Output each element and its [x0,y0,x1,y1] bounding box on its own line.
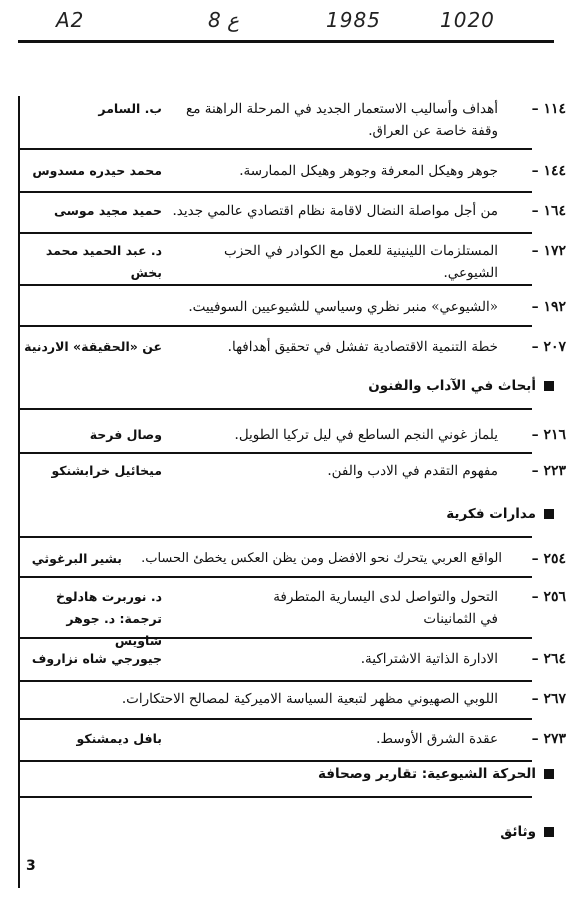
divider [18,796,532,798]
article-title: التحول والتواصل لدى اليسارية المتطرفة في الثمانينات [273,589,498,627]
section-heading: وثائق [18,824,554,840]
article-author: محمد حيدره مسدوس [32,163,162,178]
handwritten-issue: 8 ع [208,8,240,32]
page-ref: ١٦٤ – [531,203,566,219]
article-author: د. عبد الحميد محمد بخش [45,243,162,280]
article-author: بافل ديمشنكو [76,731,162,746]
article-title: الواقع العربي يتحرك نحو الافضل ومن يظن العكس يخطئ الحساب. [141,551,502,566]
page-ref: ١٧٢ – [531,243,566,259]
divider [18,536,532,538]
section-heading: مدارات فكرية [18,506,554,522]
article-author: حميد مجيد موسى [53,203,162,218]
page-ref: ١١٤ – [531,101,566,117]
bullet-square [544,509,554,519]
article-title: عقدة الشرق الأوسط. [376,731,498,747]
article-author: وصال فرحة [89,427,162,442]
header-rule [18,40,554,43]
article-title: من أجل مواصلة النضال لاقامة نظام اقتصادي عالمي جديد. [172,203,498,219]
handwritten-year: 1985 [326,8,381,32]
page-number: 3 [26,858,36,874]
divider [18,325,532,327]
page-ref: ٢٢٣ – [531,463,566,479]
section-heading: أبحاث في الآداب والفنون [18,378,554,394]
article-title: جوهر وهيكل المعرفة وجوهر وهيكل الممارسة. [239,163,498,179]
bullet-square [544,827,554,837]
divider [18,718,532,720]
handwritten-number: 1020 [440,8,495,32]
section-heading: الحركة الشيوعية: تقارير وصحافة [18,766,554,782]
bullet-square [544,381,554,391]
page-ref: ١٩٢ – [531,299,566,315]
article-author: ميخائيل خرابشنكو [51,463,162,478]
divider [18,680,532,682]
divider [18,452,532,454]
article-author: جيورجي شاه نزاروف [31,651,162,666]
divider [18,576,532,578]
article-title: «الشيوعي» منبر نظري وسياسي للشيوعيين السوفييت. [188,299,498,315]
divider [18,232,532,234]
divider [18,637,532,639]
article-title: المستلزمات اللينينية للعمل مع الكوادر في الحزب الشيوعي. [223,243,498,281]
page-ref: ٢٦٧ – [531,691,566,707]
handwritten-code: A2 [56,8,85,32]
article-title: اللوبي الصهيوني مظهر لتبعية السياسة الاميركية لمصالح الاحتكارات. [121,691,498,707]
page-ref: ٢٧٣ – [531,731,566,747]
article-author: ب. السامر [98,101,162,116]
divider [18,408,532,410]
article-title: خطة التنمية الاقتصادية تفشل في تحقيق أهدافها. [227,339,498,355]
page-ref: ٢٠٧ – [531,339,566,355]
article-author: بشير البرغوثي [31,551,122,566]
page-ref: ٢٥٤ – [531,551,566,567]
page-ref: ٢٦٤ – [531,651,566,667]
article-title: يلماز غوني النجم الساطع في ليل تركيا الطويل. [234,427,498,443]
bullet-square [544,769,554,779]
page-ref: ١٤٤ – [531,163,566,179]
article-title: الادارة الذاتية الاشتراكية. [360,651,498,667]
article-author: د. نوربرت هادلوخ ترجمة: د. جوهر شاويس [56,589,162,648]
divider [18,760,532,762]
divider [18,284,532,286]
article-author: عن «الحقيقة» الاردنية [24,339,162,354]
page-ref: ٢١٦ – [531,427,566,443]
divider [18,148,532,150]
divider [18,191,532,193]
article-title: مفهوم التقدم في الادب والفن. [327,463,498,479]
article-title: أهداف وأساليب الاستعمار الجديد في المرحلة الراهنة مع وقفة خاصة عن العراق. [186,101,498,139]
page-ref: ٢٥٦ – [531,589,566,605]
